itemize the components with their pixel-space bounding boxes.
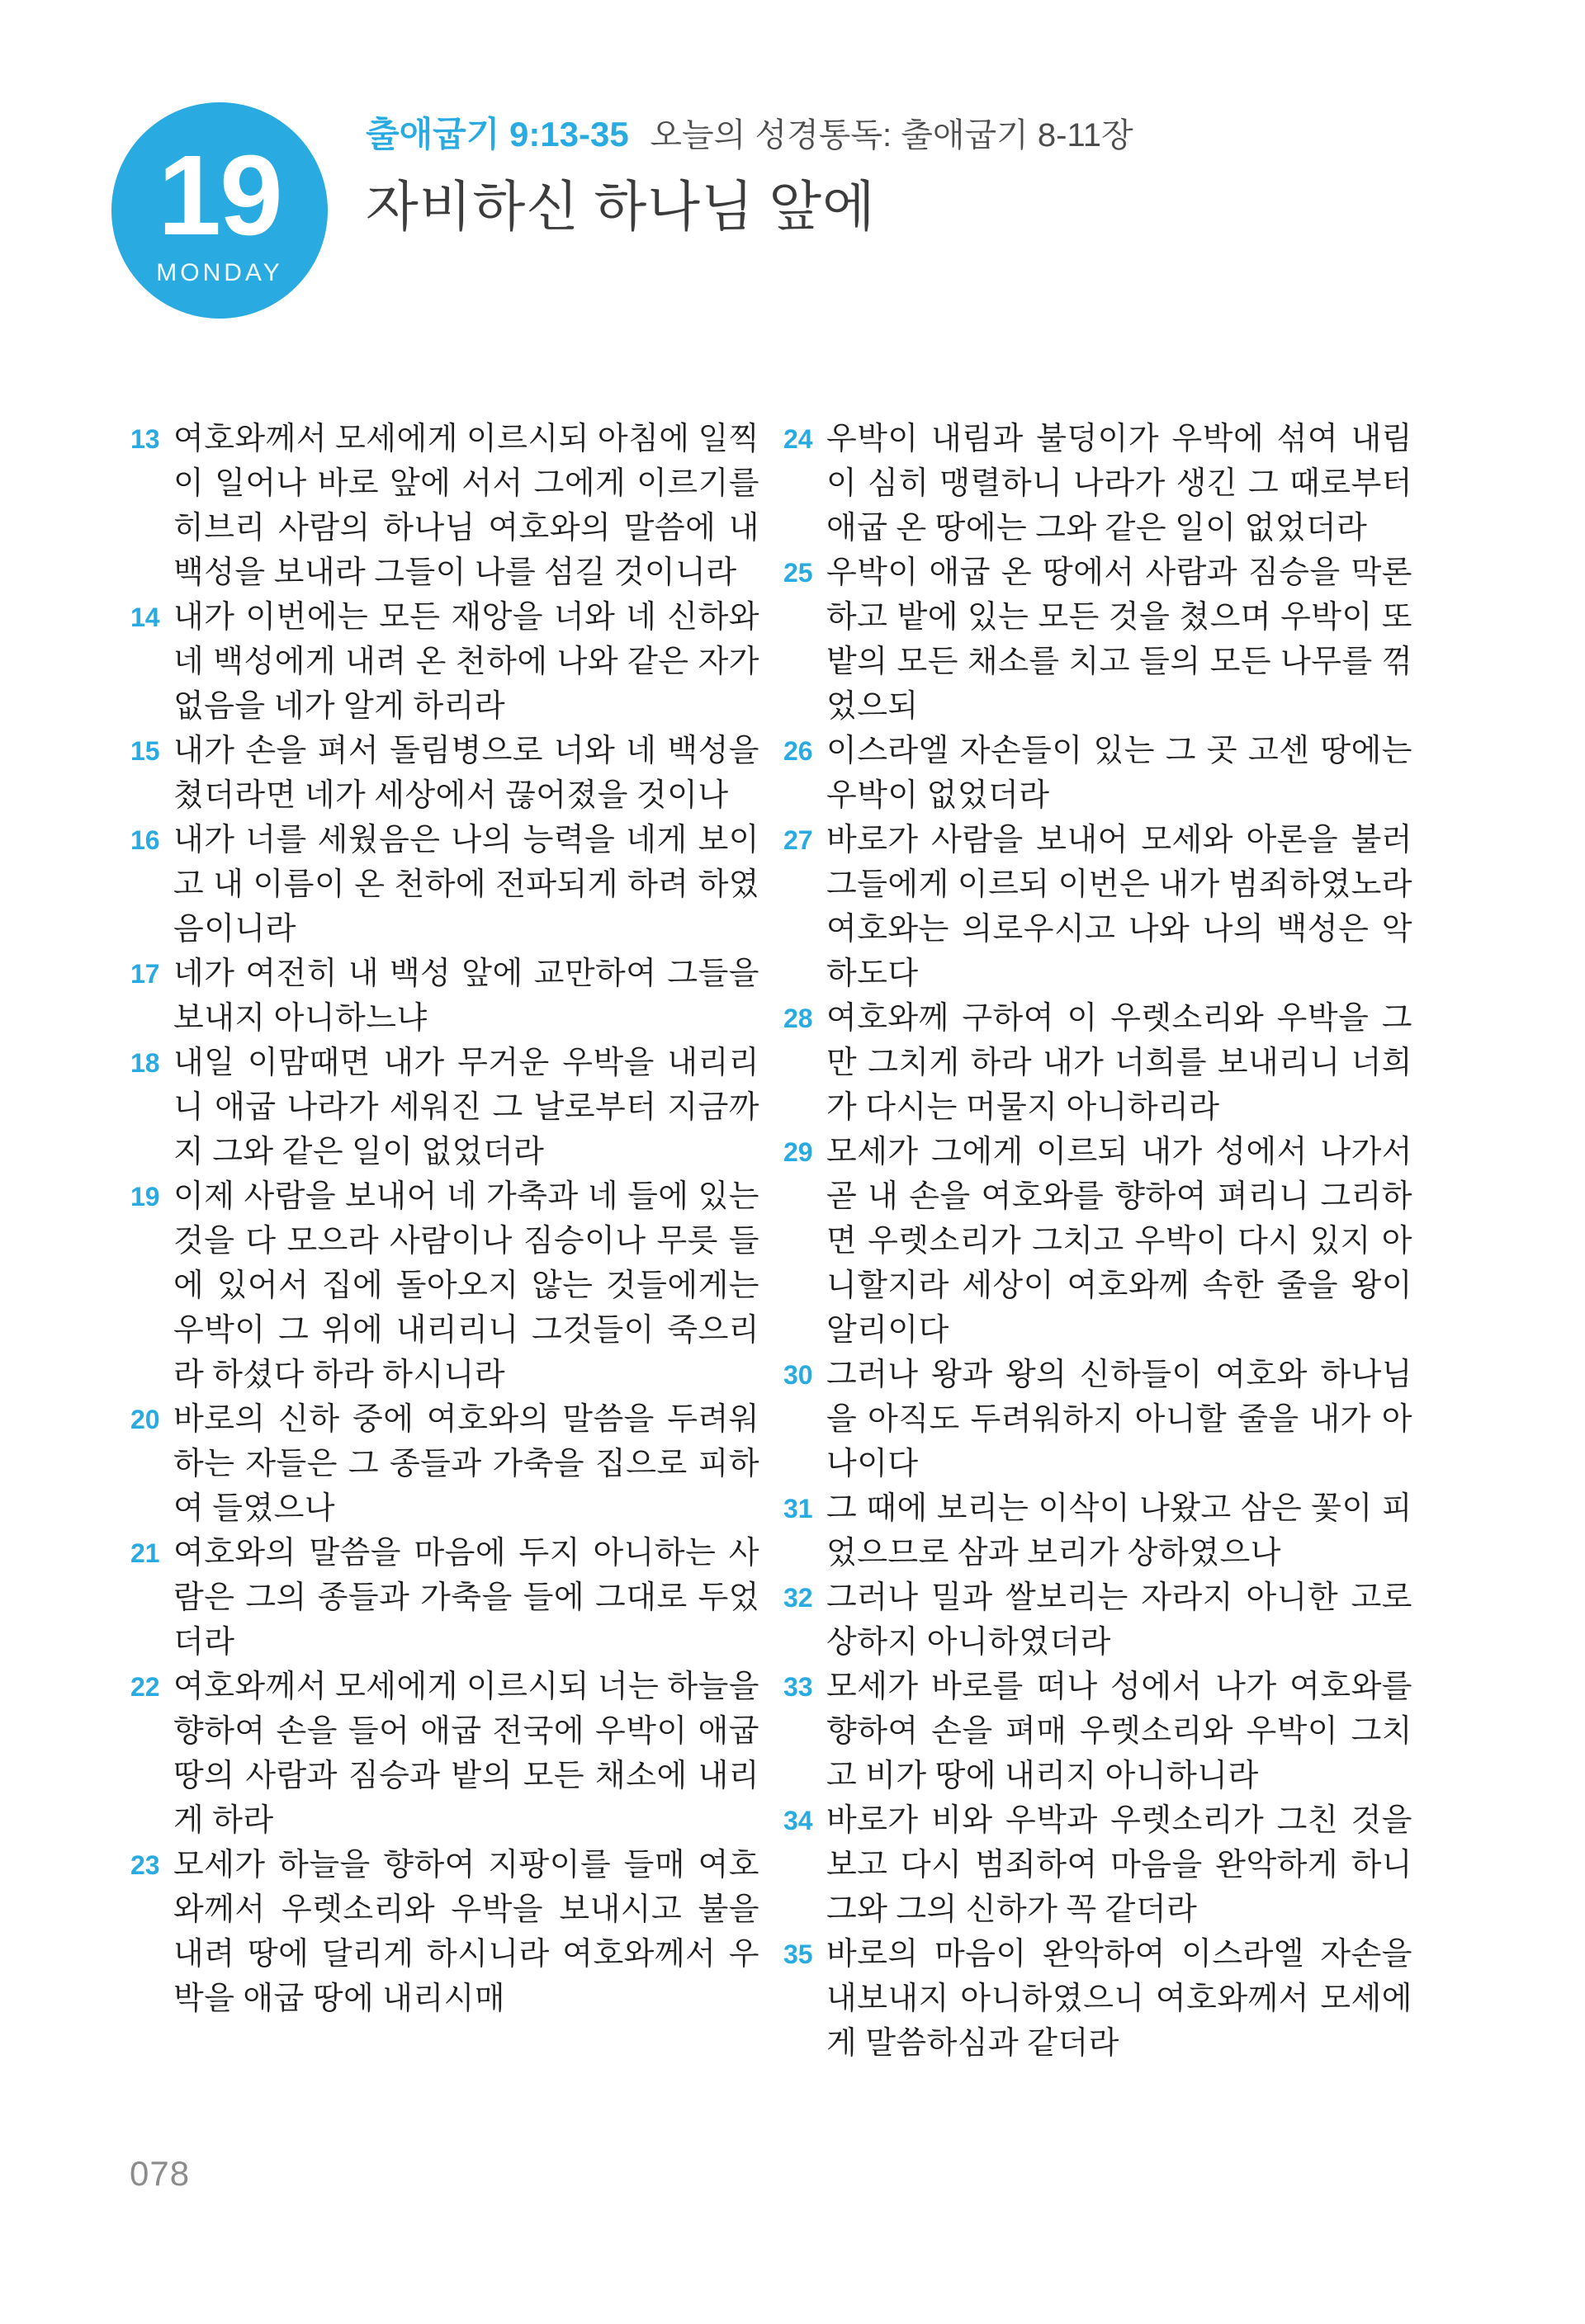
- verse-number: 28: [783, 1004, 813, 1033]
- verse-number: 31: [783, 1494, 813, 1523]
- verse-column-right: [783, 417, 1412, 2066]
- verse-item: [783, 1486, 1412, 1575]
- verse-number: 17: [130, 959, 160, 989]
- verse-number: 29: [783, 1137, 813, 1167]
- verse-number: 26: [783, 736, 813, 766]
- verse-text: 이스라엘 자손들이 있는 그 곳 고센 땅에는 우박이 없었더라: [826, 734, 1412, 813]
- verse-number: 27: [783, 825, 813, 855]
- verse-item: [783, 1665, 1412, 1798]
- verse-number: 16: [130, 825, 160, 855]
- verse-text: 내일 이맘때면 내가 무거운 우박을 내리리니 애굽 나라가 세워진 그 날로부터 지금까지 그와 같은 일이 없었더라: [173, 1046, 759, 1169]
- verse-number: 19: [130, 1182, 160, 1212]
- verse-number: 30: [783, 1360, 813, 1390]
- verse-number: 14: [130, 602, 160, 632]
- day-badge: [111, 102, 328, 319]
- verse-text: 모세가 그에게 이르되 내가 성에서 나가서 곧 내 손을 여호와를 향하여 펴리니 그리하면 우렛소리가 그치고 우박이 다시 있지 아니할지라 세상이 여호와께 속한 줄을 왕이 알리이다: [826, 1135, 1412, 1348]
- verse-item: [783, 1798, 1412, 1932]
- verse-item: [130, 595, 759, 729]
- verse-item: [783, 550, 1412, 729]
- verse-item: [783, 1932, 1412, 2066]
- verse-item: [783, 417, 1412, 550]
- verse-text: 바로의 마음이 완악하여 이스라엘 자손을 내보내지 아니하였으니 여호와께서 모세에게 말씀하심과 같더라: [826, 1937, 1412, 2061]
- verse-item: [130, 1174, 759, 1397]
- page-title: 자비하신 하나님 앞에: [366, 177, 876, 239]
- verse-text: 내가 너를 세웠음은 나의 능력을 네게 보이고 내 이름이 온 천하에 전파되게 하려 하였음이니라: [173, 823, 759, 947]
- verse-item: [130, 1665, 759, 1843]
- verse-text: 여호와께 구하여 이 우렛소리와 우박을 그만 그치게 하라 내가 너희를 보내리니 너희가 다시는 머물지 아니하리라: [826, 1001, 1412, 1125]
- verse-item: [783, 996, 1412, 1130]
- verse-text: 우박이 애굽 온 땅에서 사람과 짐승을 막론하고 밭에 있는 모든 것을 쳤으며 우박이 또 밭의 모든 채소를 치고 들의 모든 나무를 꺾었으되: [826, 555, 1412, 724]
- verse-item: [130, 952, 759, 1041]
- verse-item: [130, 1397, 759, 1531]
- verse-text: 바로의 신하 중에 여호와의 말씀을 두려워하는 자들은 그 종들과 가축을 집으로 피하여 들였으나: [173, 1402, 759, 1526]
- verse-text: 바로가 비와 우박과 우렛소리가 그친 것을 보고 다시 범죄하여 마음을 완악하게 하니 그와 그의 신하가 꼭 같더라: [826, 1803, 1412, 1927]
- verse-text: 이제 사람을 보내어 네 가축과 네 들에 있는 것을 다 모으라 사람이나 짐승이나 무릇 들에 있어서 집에 돌아오지 않는 것들에게는 우박이 그 위에 내리리니 그것들이 죽으리라 하셨다 하라 하시니라: [173, 1179, 759, 1392]
- verse-text: 여호와께서 모세에게 이르시되 너는 하늘을 향하여 손을 들어 애굽 전국에 우박이 애굽 땅의 사람과 짐승과 밭의 모든 채소에 내리게 하라: [173, 1670, 759, 1838]
- verse-number: 21: [130, 1538, 160, 1568]
- verse-text: 그러나 왕과 왕의 신하들이 여호와 하나님을 아직도 두려워하지 아니할 줄을 내가 아나이다: [826, 1358, 1412, 1481]
- verse-text: 내가 이번에는 모든 재앙을 너와 네 신하와 네 백성에게 내려 온 천하에 나와 같은 자가 없음을 네가 알게 하리라: [173, 600, 759, 724]
- verse-text: 그러나 밀과 쌀보리는 자라지 아니한 고로 상하지 아니하였더라: [826, 1580, 1412, 1660]
- verse-number: 25: [783, 558, 813, 588]
- verse-number: 13: [130, 424, 160, 454]
- verse-item: [783, 1130, 1412, 1353]
- verse-text: 여호와의 말씀을 마음에 두지 아니하는 사람은 그의 종들과 가축을 들에 그대로 두었더라: [173, 1536, 759, 1660]
- day-number: 19: [158, 132, 282, 259]
- verse-text: 여호와께서 모세에게 이르시되 아침에 일찍이 일어나 바로 앞에 서서 그에게 이르기를 히브리 사람의 하나님 여호와의 말씀에 내 백성을 보내라 그들이 나를 섬길 것이니라: [173, 422, 759, 590]
- header: [366, 114, 1133, 239]
- verse-number: 23: [130, 1850, 160, 1880]
- verse-text: 바로가 사람을 보내어 모세와 아론을 불러 그들에게 이르되 이번은 내가 범죄하였노라 여호와는 의로우시고 나와 나의 백성은 악하도다: [826, 823, 1412, 991]
- verse-text: 모세가 하늘을 향하여 지팡이를 들매 여호와께서 우렛소리와 우박을 보내시고 불을 내려 땅에 달리게 하시니라 여호와께서 우박을 애굽 땅에 내리시매: [173, 1848, 759, 2016]
- verse-number: 33: [783, 1672, 813, 1702]
- verse-item: [130, 1041, 759, 1174]
- verse-item: [130, 729, 759, 818]
- verse-item: [783, 818, 1412, 996]
- verse-item: [130, 1531, 759, 1665]
- verse-item: [130, 1843, 759, 2021]
- verse-number: 24: [783, 424, 813, 454]
- verse-item: [783, 729, 1412, 818]
- verse-item: [783, 1353, 1412, 1486]
- verse-number: 15: [130, 736, 160, 766]
- verse-item: [130, 818, 759, 952]
- verse-number: 34: [783, 1806, 813, 1835]
- verse-item: [783, 1575, 1412, 1665]
- verse-number: 35: [783, 1939, 813, 1969]
- verse-number: 18: [130, 1048, 160, 1078]
- verse-text: 그 때에 보리는 이삭이 나왔고 삼은 꽃이 피었으므로 삼과 보리가 상하였으나: [826, 1491, 1412, 1571]
- verse-item: [130, 417, 759, 595]
- verse-text: 네가 여전히 내 백성 앞에 교만하여 그들을 보내지 아니하느냐: [173, 957, 759, 1036]
- reading-plan: 오늘의 성경통독: 출애굽기 8-11장: [650, 117, 1133, 154]
- verse-columns: [130, 417, 1412, 2066]
- verse-number: 22: [130, 1672, 160, 1702]
- passage-reference: 출애굽기 9:13-35: [366, 115, 629, 154]
- reference-line: [366, 114, 1133, 155]
- verse-number: 20: [130, 1405, 160, 1434]
- verse-number: 32: [783, 1583, 813, 1613]
- page-number: 078: [130, 2154, 191, 2193]
- verse-text: 모세가 바로를 떠나 성에서 나가 여호와를 향하여 손을 펴매 우렛소리와 우박이 그치고 비가 땅에 내리지 아니하니라: [826, 1670, 1412, 1793]
- day-name: MONDAY: [156, 259, 283, 286]
- verse-column-left: [130, 417, 759, 2066]
- verse-text: 우박이 내림과 불덩이가 우박에 섞여 내림이 심히 맹렬하니 나라가 생긴 그 때로부터 애굽 온 땅에는 그와 같은 일이 없었더라: [826, 422, 1412, 546]
- verse-text: 내가 손을 펴서 돌림병으로 너와 네 백성을 쳤더라면 네가 세상에서 끊어졌을 것이나: [173, 734, 759, 813]
